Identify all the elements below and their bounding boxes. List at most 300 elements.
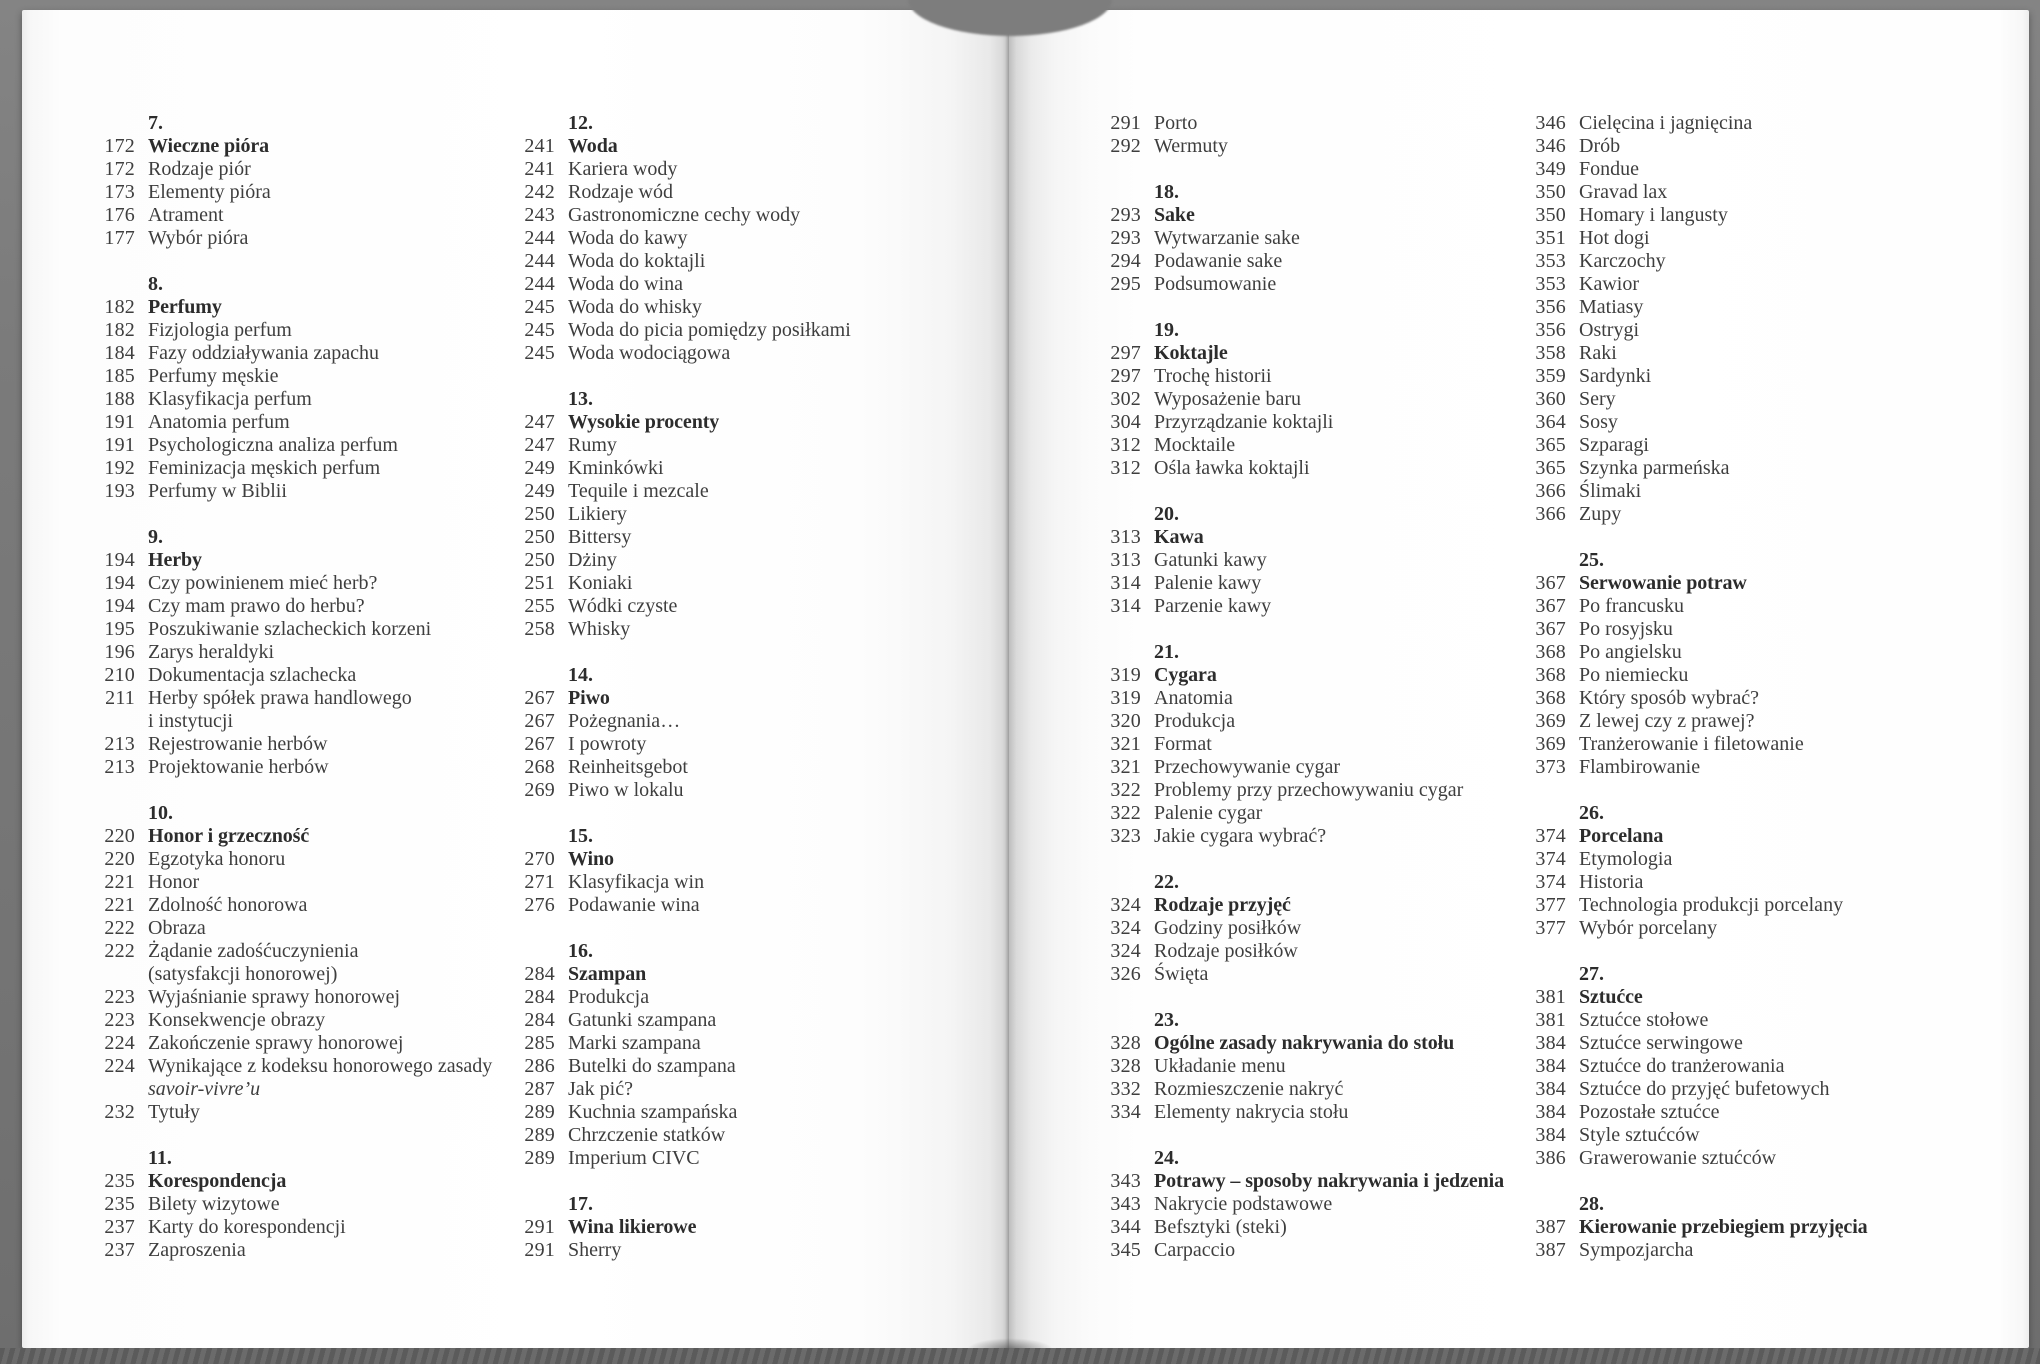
toc-page-number xyxy=(507,112,555,135)
toc-entry-title: Czy mam prawo do herbu? xyxy=(148,595,365,617)
chapter-block xyxy=(507,388,967,641)
toc-row xyxy=(1093,526,1530,549)
chapter-block xyxy=(87,526,519,779)
chapter-title: Cygara xyxy=(1154,664,1217,686)
toc-row xyxy=(1518,204,1988,227)
toc-page-number: 210 xyxy=(104,664,135,686)
toc-page-number: 386 xyxy=(1535,1147,1566,1169)
chapter-title: Sake xyxy=(1154,204,1195,226)
toc-entry-title: I powroty xyxy=(568,733,647,755)
toc-entry-title: Perfumy męskie xyxy=(148,365,279,387)
toc-row xyxy=(1093,135,1530,158)
chapter-number: 23. xyxy=(1154,1009,1179,1031)
chapter-title: Kawa xyxy=(1154,526,1204,548)
toc-row xyxy=(1518,687,1988,710)
toc-page-number: 344 xyxy=(1110,1216,1141,1238)
toc-entry-title: Sery xyxy=(1579,388,1616,410)
toc-row xyxy=(1518,756,1988,779)
toc-page-number: 249 xyxy=(524,480,555,502)
toc-page-number: 193 xyxy=(104,480,135,502)
toc-entry-title: Woda wodociągowa xyxy=(568,342,731,364)
toc-entry-title: Wytwarzanie sake xyxy=(1154,227,1300,249)
toc-page-number: 287 xyxy=(524,1078,555,1100)
toc-row xyxy=(507,457,967,480)
toc-page-number: 244 xyxy=(524,250,555,272)
toc-row xyxy=(87,158,519,181)
toc-entry-title: Rejestrowanie herbów xyxy=(148,733,328,755)
chapter-block xyxy=(1093,503,1530,618)
toc-row xyxy=(87,1193,519,1216)
toc-entry-title: Rumy xyxy=(568,434,617,456)
toc-row xyxy=(1093,1147,1530,1170)
toc-row xyxy=(507,319,967,342)
toc-row xyxy=(87,227,519,250)
toc-page-number: 249 xyxy=(524,457,555,479)
toc-row xyxy=(507,1032,967,1055)
chapter-block xyxy=(1518,1193,1988,1262)
toc-entry-title: Woda do whisky xyxy=(568,296,702,318)
toc-row xyxy=(1518,1216,1988,1239)
toc-row xyxy=(1093,457,1530,480)
toc-page-number xyxy=(87,802,135,825)
toc-entry-title: Sardynki xyxy=(1579,365,1652,387)
toc-page-number: 284 xyxy=(524,963,555,985)
toc-entry-title: Po niemiecku xyxy=(1579,664,1689,686)
toc-page-number: 373 xyxy=(1535,756,1566,778)
toc-entry-title: Fizjologia perfum xyxy=(148,319,292,341)
toc-row xyxy=(1093,871,1530,894)
toc-entry-title: Flambirowanie xyxy=(1579,756,1701,778)
toc-row xyxy=(1518,1193,1988,1216)
toc-row xyxy=(1518,710,1988,733)
chapter-title: Perfumy xyxy=(148,296,222,318)
toc-page-number: 295 xyxy=(1110,273,1141,295)
toc-page-number: 237 xyxy=(104,1239,135,1261)
toc-page-number: 381 xyxy=(1535,986,1566,1008)
toc-page-number xyxy=(507,940,555,963)
toc-row xyxy=(1518,273,1988,296)
toc-entry-title: Produkcja xyxy=(568,986,650,1008)
toc-page-number: 324 xyxy=(1110,894,1141,916)
toc-page-number xyxy=(87,1147,135,1170)
toc-page-number: 267 xyxy=(524,733,555,755)
toc-page-number: 366 xyxy=(1535,503,1566,525)
toc-entry-title: Reinheitsgebot xyxy=(568,756,688,778)
toc-entry-title: Woda do kawy xyxy=(568,227,688,249)
toc-page-number: 289 xyxy=(524,1147,555,1169)
toc-page-number: 211 xyxy=(105,687,135,709)
toc-entry-title: Który sposób wybrać? xyxy=(1579,687,1759,709)
toc-entry-title: Wynikające z kodeksu honorowego zasady xyxy=(148,1055,493,1077)
toc-row xyxy=(1093,342,1530,365)
toc-page-number xyxy=(1518,1193,1566,1216)
toc-entry-title: Kminkówki xyxy=(568,457,664,479)
toc-page-number xyxy=(507,388,555,411)
toc-row xyxy=(1518,825,1988,848)
toc-entry-title: Grawerowanie sztućców xyxy=(1579,1147,1777,1169)
chapter-title: Szampan xyxy=(568,963,647,985)
toc-page-number: 346 xyxy=(1535,135,1566,157)
toc-entry-title: Dokumentacja szlachecka xyxy=(148,664,357,686)
toc-page-number: 304 xyxy=(1110,411,1141,433)
toc-column-2 xyxy=(507,112,967,1262)
toc-row xyxy=(1093,411,1530,434)
toc-page-number: 194 xyxy=(104,549,135,571)
toc-entry-title: Egzotyka honoru xyxy=(148,848,286,870)
toc-page-number xyxy=(1093,641,1141,664)
toc-page-number: 353 xyxy=(1535,273,1566,295)
toc-entry-title: Zaproszenia xyxy=(148,1239,246,1261)
toc-page-number: 381 xyxy=(1535,1009,1566,1031)
toc-row xyxy=(1518,434,1988,457)
toc-entry-title: Poszukiwanie szlacheckich korzeni xyxy=(148,618,432,640)
toc-row xyxy=(87,917,519,940)
toc-row xyxy=(87,319,519,342)
toc-row xyxy=(87,710,519,733)
toc-row xyxy=(1518,319,1988,342)
toc-page-number: 221 xyxy=(104,894,135,916)
toc-entry-title: Rodzaje posiłków xyxy=(1154,940,1298,962)
toc-row xyxy=(1518,733,1988,756)
toc-row xyxy=(1518,181,1988,204)
toc-page-number: 353 xyxy=(1535,250,1566,272)
toc-row xyxy=(1518,618,1988,641)
toc-page-number: 177 xyxy=(104,227,135,249)
toc-row xyxy=(507,848,967,871)
chapter-title: Rodzaje przyjęć xyxy=(1154,894,1291,916)
toc-page-number xyxy=(87,526,135,549)
toc-row xyxy=(1093,1055,1530,1078)
toc-page-number xyxy=(507,1193,555,1216)
toc-entry-title: Perfumy w Biblii xyxy=(148,480,287,502)
toc-page-number: 255 xyxy=(524,595,555,617)
toc-page-number: 241 xyxy=(524,135,555,157)
chapter-title: Honor i grzeczność xyxy=(148,825,310,847)
toc-page-number: 374 xyxy=(1535,871,1566,893)
toc-row xyxy=(1518,894,1988,917)
toc-page-number: 356 xyxy=(1535,319,1566,341)
toc-entry-title: Sztućce stołowe xyxy=(1579,1009,1709,1031)
toc-entry-title: Po rosyjsku xyxy=(1579,618,1673,640)
toc-page-number: 368 xyxy=(1535,687,1566,709)
toc-page-number: 368 xyxy=(1535,641,1566,663)
toc-page-number: 267 xyxy=(524,687,555,709)
toc-page-number: 356 xyxy=(1535,296,1566,318)
toc-entry-title: Porto xyxy=(1154,112,1198,134)
toc-row xyxy=(1518,342,1988,365)
toc-row xyxy=(87,687,519,710)
chapter-number: 27. xyxy=(1579,963,1604,985)
toc-row xyxy=(507,1055,967,1078)
toc-row xyxy=(1518,250,1988,273)
toc-page-number: 284 xyxy=(524,1009,555,1031)
toc-page-number: 250 xyxy=(524,549,555,571)
toc-row xyxy=(1518,296,1988,319)
toc-row xyxy=(1093,227,1530,250)
toc-row xyxy=(1093,1216,1530,1239)
toc-entry-title: Imperium CIVC xyxy=(568,1147,700,1169)
toc-row xyxy=(87,1170,519,1193)
toc-row xyxy=(1093,756,1530,779)
toc-page-number: 271 xyxy=(524,871,555,893)
toc-row xyxy=(1093,1078,1530,1101)
chapter-title: Piwo xyxy=(568,687,610,709)
chapter-number: 21. xyxy=(1154,641,1179,663)
toc-entry-title: Bittersy xyxy=(568,526,632,548)
toc-page-number: 191 xyxy=(104,411,135,433)
toc-page-number: 322 xyxy=(1110,802,1141,824)
toc-entry-title: Herby spółek prawa handlowego xyxy=(148,687,412,709)
toc-page-number: 222 xyxy=(104,940,135,962)
toc-row xyxy=(1518,572,1988,595)
toc-page-number: 294 xyxy=(1110,250,1141,272)
toc-page-number: 286 xyxy=(524,1055,555,1077)
toc-entry-title: Kuchnia szampańska xyxy=(568,1101,738,1123)
toc-entry-title: Ostrygi xyxy=(1579,319,1639,341)
toc-entry-title: Whisky xyxy=(568,618,631,640)
toc-row xyxy=(87,848,519,871)
toc-entry-title: Carpaccio xyxy=(1154,1239,1236,1261)
toc-row xyxy=(87,342,519,365)
toc-page-number: 247 xyxy=(524,411,555,433)
toc-entry-title: Marki szampana xyxy=(568,1032,701,1054)
toc-row xyxy=(87,365,519,388)
toc-row xyxy=(87,1216,519,1239)
toc-entry-title: Parzenie kawy xyxy=(1154,595,1272,617)
toc-column-3 xyxy=(1093,112,1530,1262)
toc-row xyxy=(87,204,519,227)
chapter-title: Sztućce xyxy=(1579,986,1643,1008)
chapter-number: 13. xyxy=(568,388,593,410)
toc-entry-title: Wódki czyste xyxy=(568,595,678,617)
toc-entry-title: Woda do koktajli xyxy=(568,250,706,272)
toc-row xyxy=(1518,1078,1988,1101)
toc-row xyxy=(1518,480,1988,503)
toc-row xyxy=(507,1193,967,1216)
toc-page-number: 237 xyxy=(104,1216,135,1238)
chapter-block xyxy=(507,1193,967,1262)
toc-page-number: 285 xyxy=(524,1032,555,1054)
toc-row xyxy=(507,572,967,595)
toc-page-number: 324 xyxy=(1110,940,1141,962)
toc-page-number: 276 xyxy=(524,894,555,916)
toc-row xyxy=(1093,204,1530,227)
chapter-block xyxy=(1518,802,1988,940)
chapter-title: Wieczne pióra xyxy=(148,135,270,157)
toc-row xyxy=(507,1009,967,1032)
toc-row xyxy=(507,595,967,618)
chapter-title: Potrawy – sposoby nakrywania i jedzenia xyxy=(1154,1170,1505,1192)
toc-entry-title: Elementy nakrycia stołu xyxy=(1154,1101,1349,1123)
toc-page-number: 387 xyxy=(1535,1216,1566,1238)
toc-row xyxy=(507,181,967,204)
toc-page-number: 194 xyxy=(104,572,135,594)
chapter-number: 8. xyxy=(148,273,163,295)
toc-row xyxy=(87,871,519,894)
toc-page-number: 245 xyxy=(524,319,555,341)
toc-row xyxy=(1093,940,1530,963)
chapter-number: 26. xyxy=(1579,802,1604,824)
toc-entry-title: Gatunki szampana xyxy=(568,1009,717,1031)
toc-row xyxy=(1518,871,1988,894)
toc-row xyxy=(507,664,967,687)
toc-row xyxy=(87,457,519,480)
toc-entry-title: Żądanie zadośćuczynienia xyxy=(148,940,359,962)
toc-page-number xyxy=(87,112,135,135)
toc-page-number: 365 xyxy=(1535,457,1566,479)
toc-entry-title: Wyposażenie baru xyxy=(1154,388,1302,410)
toc-row xyxy=(87,986,519,1009)
toc-page-number: 365 xyxy=(1535,434,1566,456)
toc-row xyxy=(87,618,519,641)
toc-row xyxy=(1518,388,1988,411)
toc-page-number xyxy=(87,963,135,986)
toc-entry-title: Feminizacja męskich perfum xyxy=(148,457,381,479)
toc-page-number: 321 xyxy=(1110,733,1141,755)
toc-entry-title: savoir-vivre’u xyxy=(148,1078,261,1100)
chapter-block xyxy=(1093,181,1530,296)
toc-page-number: 250 xyxy=(524,526,555,548)
toc-row xyxy=(1518,158,1988,181)
toc-page-number xyxy=(1093,1147,1141,1170)
toc-page-number: 251 xyxy=(524,572,555,594)
toc-row xyxy=(1093,894,1530,917)
toc-row xyxy=(1518,848,1988,871)
toc-row xyxy=(1093,710,1530,733)
toc-page-number: 172 xyxy=(104,158,135,180)
toc-page-number: 334 xyxy=(1110,1101,1141,1123)
toc-row xyxy=(507,710,967,733)
chapter-block xyxy=(1093,641,1530,848)
toc-row xyxy=(1518,457,1988,480)
chapter-number: 28. xyxy=(1579,1193,1604,1215)
toc-page-number: 292 xyxy=(1110,135,1141,157)
toc-page-number: 245 xyxy=(524,296,555,318)
toc-entry-title: Sztućce serwingowe xyxy=(1579,1032,1743,1054)
toc-page-number: 324 xyxy=(1110,917,1141,939)
toc-entry-title: Hot dogi xyxy=(1579,227,1650,249)
chapter-title: Koktajle xyxy=(1154,342,1228,364)
toc-page-number xyxy=(1093,319,1141,342)
chapter-number: 11. xyxy=(148,1147,172,1169)
toc-page-number: 267 xyxy=(524,710,555,732)
toc-row xyxy=(87,641,519,664)
toc-row xyxy=(87,1009,519,1032)
toc-page-number: 297 xyxy=(1110,342,1141,364)
toc-page-number: 366 xyxy=(1535,480,1566,502)
toc-entry-title: Chrzczenie statków xyxy=(568,1124,726,1146)
toc-row xyxy=(1093,572,1530,595)
toc-entry-title: Po angielsku xyxy=(1579,641,1682,663)
toc-entry-title: Zarys heraldyki xyxy=(148,641,275,663)
toc-row xyxy=(507,1078,967,1101)
toc-entry-title: i instytucji xyxy=(148,710,233,732)
toc-page-number: 384 xyxy=(1535,1032,1566,1054)
toc-row xyxy=(87,595,519,618)
chapter-title: Wino xyxy=(568,848,614,870)
toc-entry-title: Butelki do szampana xyxy=(568,1055,736,1077)
toc-page-number: 284 xyxy=(524,986,555,1008)
toc-page-number: 343 xyxy=(1110,1170,1141,1192)
chapter-title: Woda xyxy=(568,135,618,157)
toc-entry-title: Style sztućców xyxy=(1579,1124,1700,1146)
chapter-block xyxy=(87,802,519,1124)
toc-row xyxy=(1093,1101,1530,1124)
toc-row xyxy=(507,1101,967,1124)
toc-entry-title: Wermuty xyxy=(1154,135,1228,157)
toc-entry-title: Rodzaje piór xyxy=(148,158,251,180)
toc-page-number: 367 xyxy=(1535,595,1566,617)
toc-entry-title: Sympozjarcha xyxy=(1579,1239,1694,1261)
toc-row xyxy=(1093,1170,1530,1193)
toc-row xyxy=(87,526,519,549)
toc-row xyxy=(1093,319,1530,342)
toc-page-number: 235 xyxy=(104,1170,135,1192)
toc-row xyxy=(507,342,967,365)
toc-row xyxy=(1518,917,1988,940)
toc-page-number: 367 xyxy=(1535,618,1566,640)
toc-row xyxy=(507,549,967,572)
toc-row xyxy=(87,963,519,986)
toc-row xyxy=(507,940,967,963)
toc-row xyxy=(1518,1101,1988,1124)
toc-page-number: 387 xyxy=(1535,1239,1566,1261)
toc-row xyxy=(1518,112,1988,135)
toc-page-number: 323 xyxy=(1110,825,1141,847)
chapter-block xyxy=(87,273,519,503)
toc-row xyxy=(507,434,967,457)
toc-entry-title: Z lewej czy z prawej? xyxy=(1579,710,1755,732)
toc-row xyxy=(1093,963,1530,986)
toc-page-number: 224 xyxy=(104,1055,135,1077)
toc-page-number: 374 xyxy=(1535,825,1566,847)
toc-page-number: 173 xyxy=(104,181,135,203)
toc-row xyxy=(87,135,519,158)
toc-row xyxy=(1093,273,1530,296)
toc-entry-title: Psychologiczna analiza perfum xyxy=(148,434,398,456)
toc-page-number: 377 xyxy=(1535,894,1566,916)
toc-entry-title: Woda do picia pomiędzy posiłkami xyxy=(568,319,851,341)
toc-page-number: 360 xyxy=(1535,388,1566,410)
toc-row xyxy=(1518,1032,1988,1055)
chapter-title: Wysokie procenty xyxy=(568,411,720,433)
toc-page-number: 326 xyxy=(1110,963,1141,985)
toc-entry-title: Święta xyxy=(1154,963,1209,985)
toc-row xyxy=(507,825,967,848)
toc-page-number: 384 xyxy=(1535,1101,1566,1123)
toc-entry-title: Piwo w lokalu xyxy=(568,779,684,801)
toc-row xyxy=(507,1239,967,1262)
toc-page-number: 312 xyxy=(1110,434,1141,456)
toc-entry-title: Karty do korespondencji xyxy=(148,1216,346,1238)
toc-page-number: 235 xyxy=(104,1193,135,1215)
toc-entry-title: Sherry xyxy=(568,1239,622,1261)
toc-page-number: 319 xyxy=(1110,664,1141,686)
toc-page-number: 222 xyxy=(104,917,135,939)
toc-row xyxy=(507,250,967,273)
toc-entry-title: Zdolność honorowa xyxy=(148,894,308,916)
toc-row xyxy=(1093,687,1530,710)
chapter-number: 18. xyxy=(1154,181,1179,203)
toc-entry-title: Klasyfikacja win xyxy=(568,871,705,893)
toc-row xyxy=(507,503,967,526)
toc-entry-title: Koniaki xyxy=(568,572,633,594)
toc-entry-title: Jak pić? xyxy=(568,1078,633,1100)
toc-row xyxy=(87,1101,519,1124)
toc-page-number: 384 xyxy=(1535,1078,1566,1100)
toc-entry-title: Zakończenie sprawy honorowej xyxy=(148,1032,404,1054)
toc-row xyxy=(1518,1124,1988,1147)
